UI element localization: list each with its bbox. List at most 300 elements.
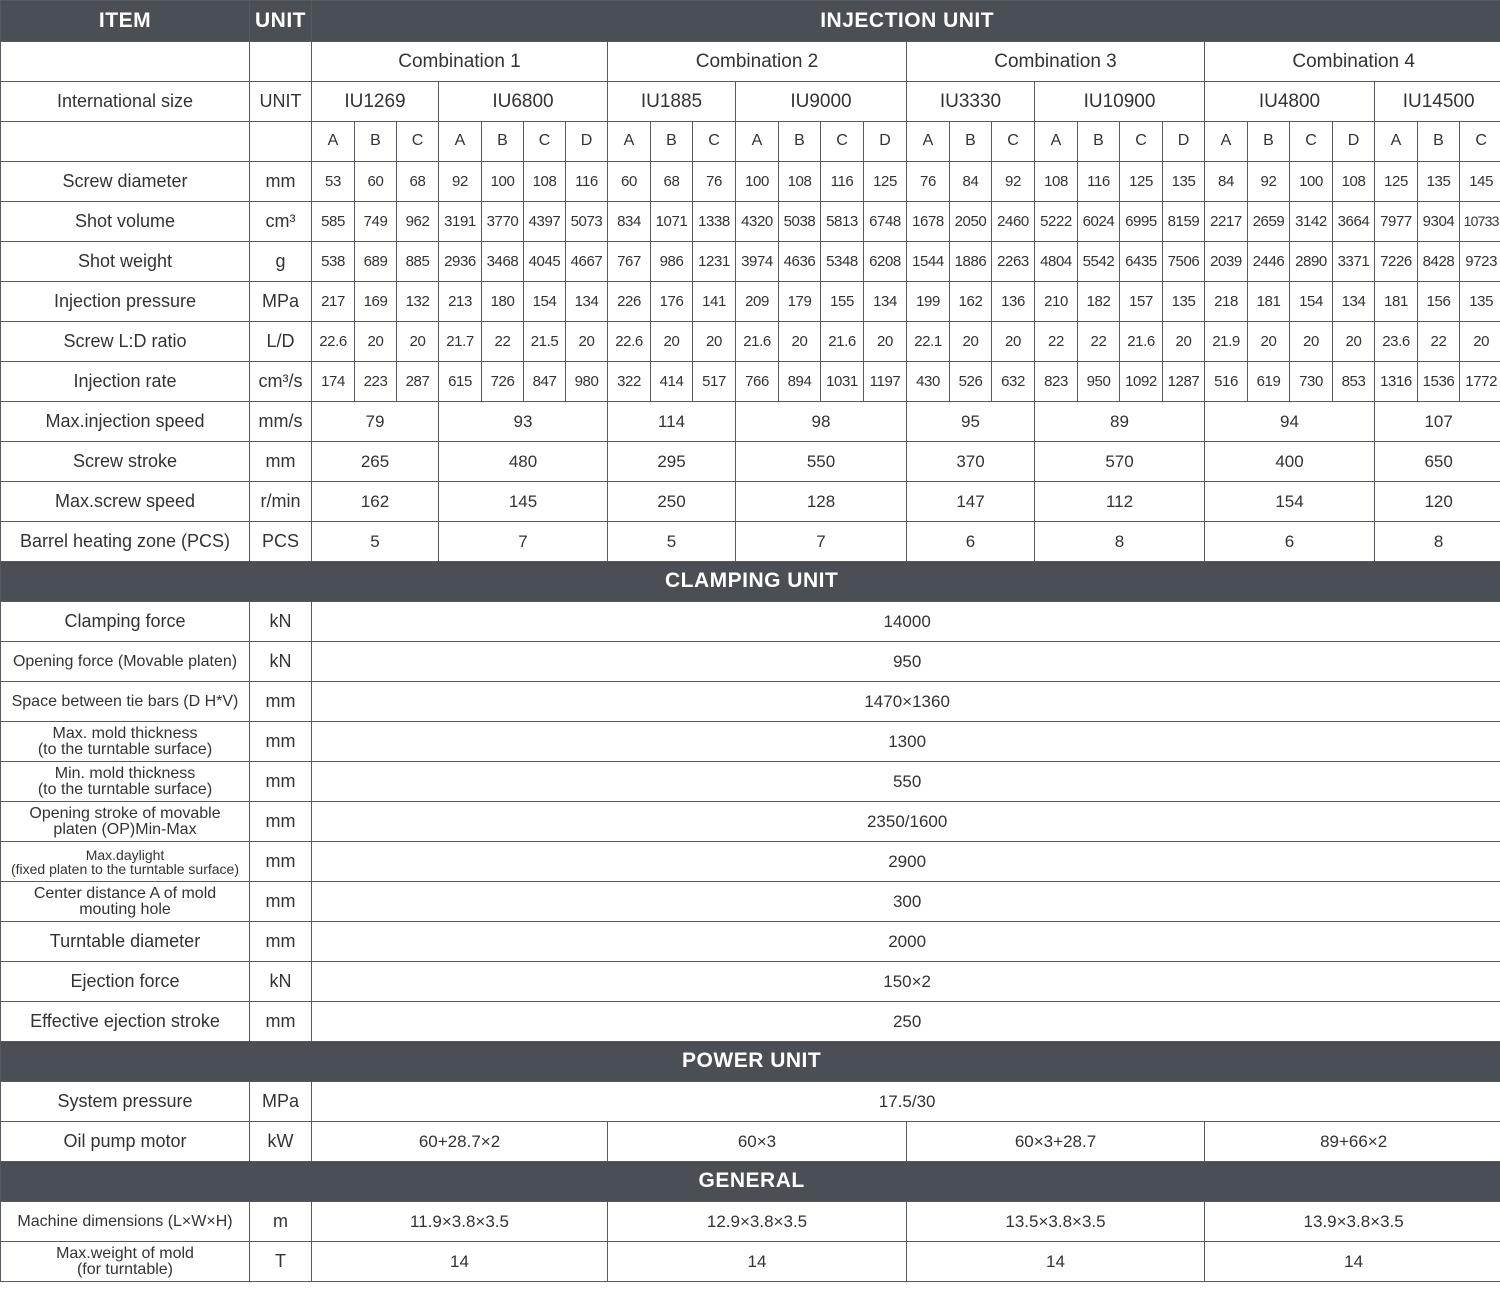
- value-cell: 17.5/30: [312, 1082, 1500, 1122]
- injection-group-row: [1, 482, 1500, 522]
- value-cell: 4045: [524, 242, 566, 282]
- value-cell: 100: [1290, 162, 1333, 202]
- row-label: Ejection force: [1, 962, 250, 1002]
- row-label: Space between tie bars (D H*V): [1, 682, 250, 722]
- value-cell: 213: [439, 282, 482, 322]
- value-cell: 14: [907, 1242, 1205, 1282]
- value-cell: 1316: [1375, 362, 1418, 402]
- screw-letter: B: [779, 122, 821, 162]
- value-cell: 6024: [1078, 202, 1120, 242]
- clamping-row: [1, 642, 1500, 682]
- size-header: IU9000: [736, 82, 907, 122]
- combination-header: Combination 2: [608, 42, 907, 82]
- screw-letter: A: [1375, 122, 1418, 162]
- value-cell: 116: [566, 162, 608, 202]
- row-label: Clamping force: [1, 602, 250, 642]
- value-cell: 3468: [482, 242, 524, 282]
- value-cell: 2350/1600: [312, 802, 1500, 842]
- value-cell: 120: [1375, 482, 1500, 522]
- value-cell: 162: [950, 282, 992, 322]
- value-cell: 76: [907, 162, 950, 202]
- value-cell: 135: [1460, 282, 1500, 322]
- value-cell: 89+66×2: [1205, 1122, 1500, 1162]
- value-cell: 8: [1035, 522, 1205, 562]
- row-label: Turntable diameter: [1, 922, 250, 962]
- value-cell: 53: [312, 162, 355, 202]
- value-cell: 250: [312, 1002, 1500, 1042]
- row-unit: mm: [250, 162, 312, 202]
- injection-row: [1, 322, 1500, 362]
- value-cell: 128: [736, 482, 907, 522]
- row-unit: mm: [250, 1002, 312, 1042]
- value-cell: 538: [312, 242, 355, 282]
- row-label: [1, 842, 250, 882]
- value-cell: 92: [1248, 162, 1290, 202]
- value-cell: 14000: [312, 602, 1500, 642]
- row-label: Effective ejection stroke: [1, 1002, 250, 1042]
- value-cell: 11.9×3.8×3.5: [312, 1202, 608, 1242]
- value-cell: 13.9×3.8×3.5: [1205, 1202, 1500, 1242]
- value-cell: 2039: [1205, 242, 1248, 282]
- value-cell: 1470×1360: [312, 682, 1500, 722]
- value-cell: 265: [312, 442, 439, 482]
- screw-letter: D: [1163, 122, 1205, 162]
- value-cell: 60×3: [608, 1122, 907, 1162]
- value-cell: 517: [693, 362, 736, 402]
- clamping-unit-header-row: [1, 562, 1500, 602]
- value-cell: 767: [608, 242, 651, 282]
- value-cell: 154: [1290, 282, 1333, 322]
- value-cell: 136: [992, 282, 1035, 322]
- row-label: Screw L:D ratio: [1, 322, 250, 362]
- row-label-line-1: Opening stroke of movable: [29, 804, 221, 822]
- value-cell: 14: [608, 1242, 907, 1282]
- value-cell: 2890: [1290, 242, 1333, 282]
- screw-letter: C: [821, 122, 864, 162]
- value-cell: 174: [312, 362, 355, 402]
- value-cell: 125: [1375, 162, 1418, 202]
- value-cell: 550: [312, 762, 1500, 802]
- value-cell: 100: [736, 162, 779, 202]
- value-cell: 9723: [1460, 242, 1500, 282]
- general-header: GENERAL: [1, 1162, 1500, 1202]
- value-cell: 430: [907, 362, 950, 402]
- row-label-line-2: (to the turntable surface): [37, 780, 213, 798]
- value-cell: 2936: [439, 242, 482, 282]
- combination-header: Combination 3: [907, 42, 1205, 82]
- value-cell: 1300: [312, 722, 1500, 762]
- row-unit: mm: [250, 802, 312, 842]
- row-unit: m: [250, 1202, 312, 1242]
- row-label: Opening force (Movable platen): [1, 642, 250, 682]
- value-cell: 12.9×3.8×3.5: [608, 1202, 907, 1242]
- row-unit: UNIT: [250, 82, 312, 122]
- value-cell: 766: [736, 362, 779, 402]
- row-label: Shot weight: [1, 242, 250, 282]
- value-cell: 8159: [1163, 202, 1205, 242]
- value-cell: 93: [439, 402, 608, 442]
- value-cell: 9304: [1418, 202, 1460, 242]
- value-cell: 22: [482, 322, 524, 362]
- value-cell: 108: [524, 162, 566, 202]
- screw-letter: A: [907, 122, 950, 162]
- value-cell: 210: [1035, 282, 1078, 322]
- value-cell: 20: [651, 322, 693, 362]
- value-cell: 218: [1205, 282, 1248, 322]
- row-label-line-2: (to the turntable surface): [37, 740, 213, 758]
- value-cell: 885: [397, 242, 439, 282]
- value-cell: 20: [779, 322, 821, 362]
- value-cell: 92: [992, 162, 1035, 202]
- row-label: Screw diameter: [1, 162, 250, 202]
- value-cell: 100: [482, 162, 524, 202]
- size-header: IU10900: [1035, 82, 1205, 122]
- clamping-row: [1, 602, 1500, 642]
- value-cell: 226: [608, 282, 651, 322]
- injection-row: [1, 162, 1500, 202]
- size-header: IU3330: [907, 82, 1035, 122]
- clamping-row: [1, 802, 1500, 842]
- row-label: Oil pump motor: [1, 1122, 250, 1162]
- row-label-line-2: mouting hole: [79, 900, 171, 918]
- row-label-line-2: (fixed platen to the turntable surface): [10, 860, 240, 877]
- value-cell: 79: [312, 402, 439, 442]
- value-cell: 5: [312, 522, 439, 562]
- value-cell: 156: [1418, 282, 1460, 322]
- row-unit: cm³: [250, 202, 312, 242]
- value-cell: 134: [1333, 282, 1375, 322]
- value-cell: 20: [1163, 322, 1205, 362]
- value-cell: 2446: [1248, 242, 1290, 282]
- injection-row: [1, 202, 1500, 242]
- value-cell: 154: [524, 282, 566, 322]
- value-cell: 1031: [821, 362, 864, 402]
- row-label: Injection pressure: [1, 282, 250, 322]
- value-cell: 615: [439, 362, 482, 402]
- value-cell: 157: [1120, 282, 1163, 322]
- screw-letter: C: [524, 122, 566, 162]
- value-cell: 84: [950, 162, 992, 202]
- injection-unit-header-row: [1, 1, 1500, 42]
- value-cell: 400: [1205, 442, 1375, 482]
- value-cell: 370: [907, 442, 1035, 482]
- row-label: [1, 722, 250, 762]
- unit-header: UNIT: [250, 1, 312, 42]
- screw-letter: A: [312, 122, 355, 162]
- value-cell: 2000: [312, 922, 1500, 962]
- value-cell: 250: [608, 482, 736, 522]
- value-cell: 962: [397, 202, 439, 242]
- value-cell: 20: [397, 322, 439, 362]
- value-cell: 1772: [1460, 362, 1500, 402]
- value-cell: 3974: [736, 242, 779, 282]
- value-cell: 834: [608, 202, 651, 242]
- value-cell: 135: [1163, 282, 1205, 322]
- value-cell: 2900: [312, 842, 1500, 882]
- value-cell: 730: [1290, 362, 1333, 402]
- value-cell: 114: [608, 402, 736, 442]
- value-cell: 2263: [992, 242, 1035, 282]
- value-cell: 749: [355, 202, 397, 242]
- value-cell: 20: [693, 322, 736, 362]
- row-unit: kN: [250, 962, 312, 1002]
- value-cell: 155: [821, 282, 864, 322]
- value-cell: 3664: [1333, 202, 1375, 242]
- value-cell: 92: [439, 162, 482, 202]
- value-cell: 94: [1205, 402, 1375, 442]
- value-cell: 141: [693, 282, 736, 322]
- value-cell: 112: [1035, 482, 1205, 522]
- clamping-row: [1, 842, 1500, 882]
- row-label: Injection rate: [1, 362, 250, 402]
- row-label-line-2: (for turntable): [76, 1260, 174, 1278]
- row-label-line-1: Max. mold thickness: [52, 724, 198, 742]
- row-unit: mm: [250, 842, 312, 882]
- screw-letter: A: [439, 122, 482, 162]
- row-label-line-2: platen (OP)Min-Max: [53, 820, 197, 838]
- injection-row: [1, 282, 1500, 322]
- value-cell: 585: [312, 202, 355, 242]
- value-cell: 60×3+28.7: [907, 1122, 1205, 1162]
- value-cell: 22.6: [312, 322, 355, 362]
- row-unit: mm: [250, 682, 312, 722]
- injection-unit-header: INJECTION UNIT: [312, 1, 1500, 42]
- row-label: System pressure: [1, 1082, 250, 1122]
- value-cell: 6: [1205, 522, 1375, 562]
- screw-letter: B: [1248, 122, 1290, 162]
- value-cell: 3191: [439, 202, 482, 242]
- row-label: Screw stroke: [1, 442, 250, 482]
- value-cell: 300: [312, 882, 1500, 922]
- value-cell: 209: [736, 282, 779, 322]
- value-cell: 6208: [864, 242, 907, 282]
- injection-group-row: [1, 442, 1500, 482]
- value-cell: 1092: [1120, 362, 1163, 402]
- value-cell: 950: [312, 642, 1500, 682]
- value-cell: 76: [693, 162, 736, 202]
- value-cell: 4397: [524, 202, 566, 242]
- injection-group-row: [1, 522, 1500, 562]
- value-cell: 22: [1418, 322, 1460, 362]
- value-cell: 3371: [1333, 242, 1375, 282]
- clamping-row: [1, 962, 1500, 1002]
- power-row: [1, 1082, 1500, 1122]
- value-cell: 980: [566, 362, 608, 402]
- value-cell: 162: [312, 482, 439, 522]
- screw-letter: B: [950, 122, 992, 162]
- blank-cell: [250, 122, 312, 162]
- value-cell: 145: [1460, 162, 1500, 202]
- value-cell: 20: [992, 322, 1035, 362]
- value-cell: 21.6: [736, 322, 779, 362]
- value-cell: 1231: [693, 242, 736, 282]
- row-unit: r/min: [250, 482, 312, 522]
- value-cell: 95: [907, 402, 1035, 442]
- value-cell: 10733: [1460, 202, 1500, 242]
- screw-letter: D: [864, 122, 907, 162]
- row-label: Max.injection speed: [1, 402, 250, 442]
- value-cell: 147: [907, 482, 1035, 522]
- value-cell: 847: [524, 362, 566, 402]
- row-unit: MPa: [250, 1082, 312, 1122]
- value-cell: 5813: [821, 202, 864, 242]
- value-cell: 14: [1205, 1242, 1500, 1282]
- value-cell: 2217: [1205, 202, 1248, 242]
- value-cell: 217: [312, 282, 355, 322]
- screw-letter: A: [1035, 122, 1078, 162]
- value-cell: 6435: [1120, 242, 1163, 282]
- value-cell: 21.9: [1205, 322, 1248, 362]
- value-cell: 20: [355, 322, 397, 362]
- clamping-row: [1, 682, 1500, 722]
- screw-letter: C: [1120, 122, 1163, 162]
- value-cell: 125: [1120, 162, 1163, 202]
- power-unit-header: POWER UNIT: [1, 1042, 1500, 1082]
- blank-cell: [250, 42, 312, 82]
- value-cell: 22.1: [907, 322, 950, 362]
- value-cell: 21.6: [821, 322, 864, 362]
- row-unit: T: [250, 1242, 312, 1282]
- row-label-line-1: Max.weight of mold: [56, 1244, 194, 1262]
- value-cell: 134: [566, 282, 608, 322]
- row-label-line-1: Max.daylight: [85, 846, 165, 863]
- value-cell: 21.7: [439, 322, 482, 362]
- value-cell: 5348: [821, 242, 864, 282]
- row-unit: g: [250, 242, 312, 282]
- value-cell: 4667: [566, 242, 608, 282]
- value-cell: 853: [1333, 362, 1375, 402]
- value-cell: 84: [1205, 162, 1248, 202]
- value-cell: 60: [608, 162, 651, 202]
- value-cell: 182: [1078, 282, 1120, 322]
- row-unit: kN: [250, 642, 312, 682]
- value-cell: 20: [566, 322, 608, 362]
- value-cell: 950: [1078, 362, 1120, 402]
- screw-letter: C: [1460, 122, 1500, 162]
- value-cell: 5: [608, 522, 736, 562]
- blank-cell: [1, 42, 250, 82]
- value-cell: 223: [355, 362, 397, 402]
- value-cell: 20: [950, 322, 992, 362]
- value-cell: 154: [1205, 482, 1375, 522]
- value-cell: 6995: [1120, 202, 1163, 242]
- value-cell: 1338: [693, 202, 736, 242]
- value-cell: 135: [1163, 162, 1205, 202]
- value-cell: 20: [1333, 322, 1375, 362]
- value-cell: 1886: [950, 242, 992, 282]
- clamping-row: [1, 922, 1500, 962]
- size-header: IU14500: [1375, 82, 1500, 122]
- value-cell: 21.6: [1120, 322, 1163, 362]
- value-cell: 108: [1333, 162, 1375, 202]
- clamping-row: [1, 762, 1500, 802]
- screw-letter: B: [355, 122, 397, 162]
- row-label: Shot volume: [1, 202, 250, 242]
- value-cell: 414: [651, 362, 693, 402]
- power-unit-header-row: [1, 1042, 1500, 1082]
- value-cell: 689: [355, 242, 397, 282]
- value-cell: 1197: [864, 362, 907, 402]
- value-cell: 7506: [1163, 242, 1205, 282]
- value-cell: 1071: [651, 202, 693, 242]
- value-cell: 6748: [864, 202, 907, 242]
- value-cell: 89: [1035, 402, 1205, 442]
- value-cell: 4804: [1035, 242, 1078, 282]
- screw-letter: C: [1290, 122, 1333, 162]
- value-cell: 14: [312, 1242, 608, 1282]
- value-cell: 894: [779, 362, 821, 402]
- value-cell: 4320: [736, 202, 779, 242]
- value-cell: 20: [1290, 322, 1333, 362]
- screw-letter: A: [608, 122, 651, 162]
- screw-letter: C: [693, 122, 736, 162]
- value-cell: 3770: [482, 202, 524, 242]
- value-cell: 322: [608, 362, 651, 402]
- value-cell: 22: [1035, 322, 1078, 362]
- value-cell: 1678: [907, 202, 950, 242]
- clamping-row: [1, 1002, 1500, 1042]
- value-cell: 176: [651, 282, 693, 322]
- value-cell: 145: [439, 482, 608, 522]
- screw-letter: D: [1333, 122, 1375, 162]
- value-cell: 132: [397, 282, 439, 322]
- value-cell: 7977: [1375, 202, 1418, 242]
- value-cell: 22: [1078, 322, 1120, 362]
- value-cell: 60: [355, 162, 397, 202]
- row-unit: mm: [250, 722, 312, 762]
- value-cell: 21.5: [524, 322, 566, 362]
- clamping-unit-header: CLAMPING UNIT: [1, 562, 1500, 602]
- general-row: [1, 1202, 1500, 1242]
- value-cell: 60+28.7×2: [312, 1122, 608, 1162]
- row-unit: mm: [250, 442, 312, 482]
- value-cell: 125: [864, 162, 907, 202]
- value-cell: 98: [736, 402, 907, 442]
- value-cell: 986: [651, 242, 693, 282]
- row-unit: mm: [250, 922, 312, 962]
- value-cell: 8428: [1418, 242, 1460, 282]
- screw-letter: A: [736, 122, 779, 162]
- screw-letter: D: [566, 122, 608, 162]
- value-cell: 619: [1248, 362, 1290, 402]
- value-cell: 1287: [1163, 362, 1205, 402]
- row-unit: cm³/s: [250, 362, 312, 402]
- value-cell: 181: [1248, 282, 1290, 322]
- value-cell: 108: [1035, 162, 1078, 202]
- value-cell: 22.6: [608, 322, 651, 362]
- row-label: Machine dimensions (L×W×H): [1, 1202, 250, 1242]
- screw-letter: A: [1205, 122, 1248, 162]
- clamping-row: [1, 722, 1500, 762]
- combination-header: Combination 1: [312, 42, 608, 82]
- size-header: IU1885: [608, 82, 736, 122]
- value-cell: 5222: [1035, 202, 1078, 242]
- value-cell: 23.6: [1375, 322, 1418, 362]
- value-cell: 68: [397, 162, 439, 202]
- row-unit: mm: [250, 762, 312, 802]
- value-cell: 135: [1418, 162, 1460, 202]
- value-cell: 8: [1375, 522, 1500, 562]
- value-cell: 20: [1460, 322, 1500, 362]
- value-cell: 1536: [1418, 362, 1460, 402]
- row-label: [1, 1242, 250, 1282]
- value-cell: 68: [651, 162, 693, 202]
- value-cell: 107: [1375, 402, 1500, 442]
- row-label: [1, 762, 250, 802]
- screw-letter: C: [992, 122, 1035, 162]
- blank-cell: [1, 122, 250, 162]
- screw-letter: B: [651, 122, 693, 162]
